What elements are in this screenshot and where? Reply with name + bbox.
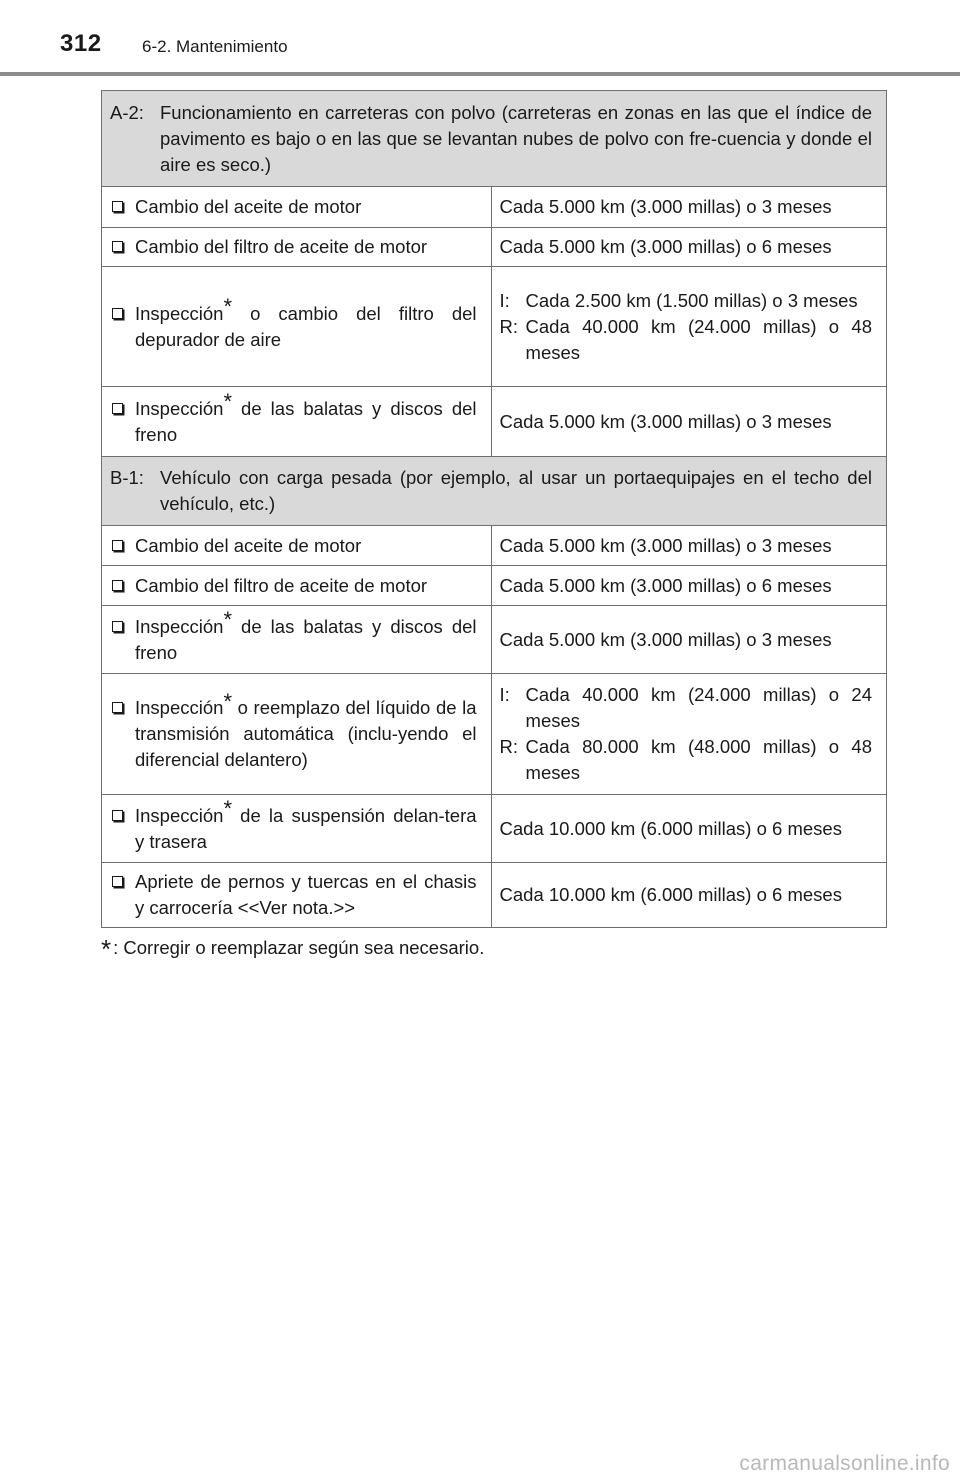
checkbox-bullet-icon (112, 403, 123, 414)
page-number: 312 (60, 30, 102, 57)
page-header (0, 0, 960, 76)
maintenance-interval: Cada 5.000 km (3.000 millas) o 3 meses (491, 526, 886, 566)
maintenance-item: Inspección* o reemplazo del líquido de la transmisión automática (inclu-yendo el diferencial delantero) (135, 688, 477, 770)
inspect-interval: Cada 40.000 km (24.000 millas) o 24 meses (525, 684, 872, 731)
checkbox-bullet-icon (112, 540, 123, 551)
maintenance-item: Apriete de pernos y tuercas en el chasis y carrocería <<Ver nota.>> (135, 871, 477, 918)
table-row (102, 674, 887, 795)
table-row (102, 526, 887, 566)
maintenance-item: Inspección* de las balatas y discos del freno (135, 389, 477, 445)
replace-interval: Cada 40.000 km (24.000 millas) o 48 meses (525, 315, 872, 363)
table-row (102, 267, 887, 387)
checkbox-bullet-icon (112, 308, 123, 319)
maintenance-item: Cambio del filtro de aceite de motor (135, 574, 428, 596)
footnote (101, 930, 485, 964)
checkbox-bullet-icon (112, 580, 123, 591)
table-row (102, 187, 887, 228)
checkbox-bullet-icon (112, 810, 123, 821)
maintenance-interval: Cada 5.000 km (3.000 millas) o 6 meses (491, 566, 886, 606)
maintenance-interval: Cada 5.000 km (3.000 millas) o 3 meses (491, 606, 886, 674)
footnote-asterisk: * (101, 934, 112, 964)
inspect-interval: Cada 2.500 km (1.500 millas) o 3 meses (525, 289, 858, 311)
maintenance-interval (491, 267, 886, 387)
maintenance-item: Inspección* o cambio del filtro del depurador de aire (135, 294, 477, 350)
checkbox-bullet-icon (112, 201, 123, 212)
footnote-asterisk: * (223, 607, 233, 633)
table-row (102, 566, 887, 606)
replace-code: R: (499, 736, 519, 757)
table-row (102, 606, 887, 674)
checkbox-bullet-icon (112, 876, 123, 887)
header-divider (0, 72, 960, 76)
group-code: B-1: (110, 467, 144, 488)
replace-interval: Cada 80.000 km (48.000 millas) o 48 meses (525, 736, 872, 783)
table-row (102, 863, 887, 928)
maintenance-interval (491, 674, 886, 795)
checkbox-bullet-icon (112, 702, 123, 713)
checkbox-bullet-icon (112, 241, 123, 252)
inspect-code: I: (499, 684, 510, 705)
maintenance-item: Cambio del aceite de motor (135, 534, 362, 556)
table-row (102, 795, 887, 863)
maintenance-interval: Cada 10.000 km (6.000 millas) o 6 meses (491, 863, 886, 928)
group-header-a2 (102, 91, 887, 187)
table-row (102, 387, 887, 457)
group-code: A-2: (110, 101, 144, 123)
maintenance-interval: Cada 5.000 km (3.000 millas) o 3 meses (491, 187, 886, 228)
footnote-asterisk: * (223, 688, 233, 714)
maintenance-interval: Cada 5.000 km (3.000 millas) o 6 meses (491, 228, 886, 267)
footnote-asterisk: * (223, 796, 233, 822)
group-description: Vehículo con carga pesada (por ejemplo, al usar un portaequipajes en el techo del vehículo, etc.) (160, 467, 872, 514)
replace-code: R: (499, 315, 519, 337)
watermark: carmanualsonline.info (739, 1452, 950, 1475)
footnote-asterisk: * (223, 294, 233, 320)
footnote-asterisk: * (223, 389, 233, 415)
group-description: Funcionamiento en carreteras con polvo (carreteras en zonas en las que el índice de pavimento es bajo o en las que se levantan nubes de polvo con fre-cuencia y donde el aire es seco.) (160, 101, 872, 175)
maintenance-item: Cambio del aceite de motor (135, 196, 362, 217)
footnote-text: : Corregir o reemplazar según sea necesario. (113, 937, 485, 958)
inspect-code: I: (499, 289, 510, 311)
maintenance-item: Inspección* de la suspensión delan-tera y trasera (135, 796, 477, 852)
group-header-b1 (102, 457, 887, 526)
maintenance-interval: Cada 5.000 km (3.000 millas) o 3 meses (491, 387, 886, 457)
maintenance-table (101, 90, 887, 928)
maintenance-item: Inspección* de las balatas y discos del freno (135, 607, 477, 663)
table-row (102, 228, 887, 267)
checkbox-bullet-icon (112, 621, 123, 632)
maintenance-interval: Cada 10.000 km (6.000 millas) o 6 meses (491, 795, 886, 863)
maintenance-item: Cambio del filtro de aceite de motor (135, 236, 428, 257)
section-title: 6-2. Mantenimiento (142, 37, 288, 56)
